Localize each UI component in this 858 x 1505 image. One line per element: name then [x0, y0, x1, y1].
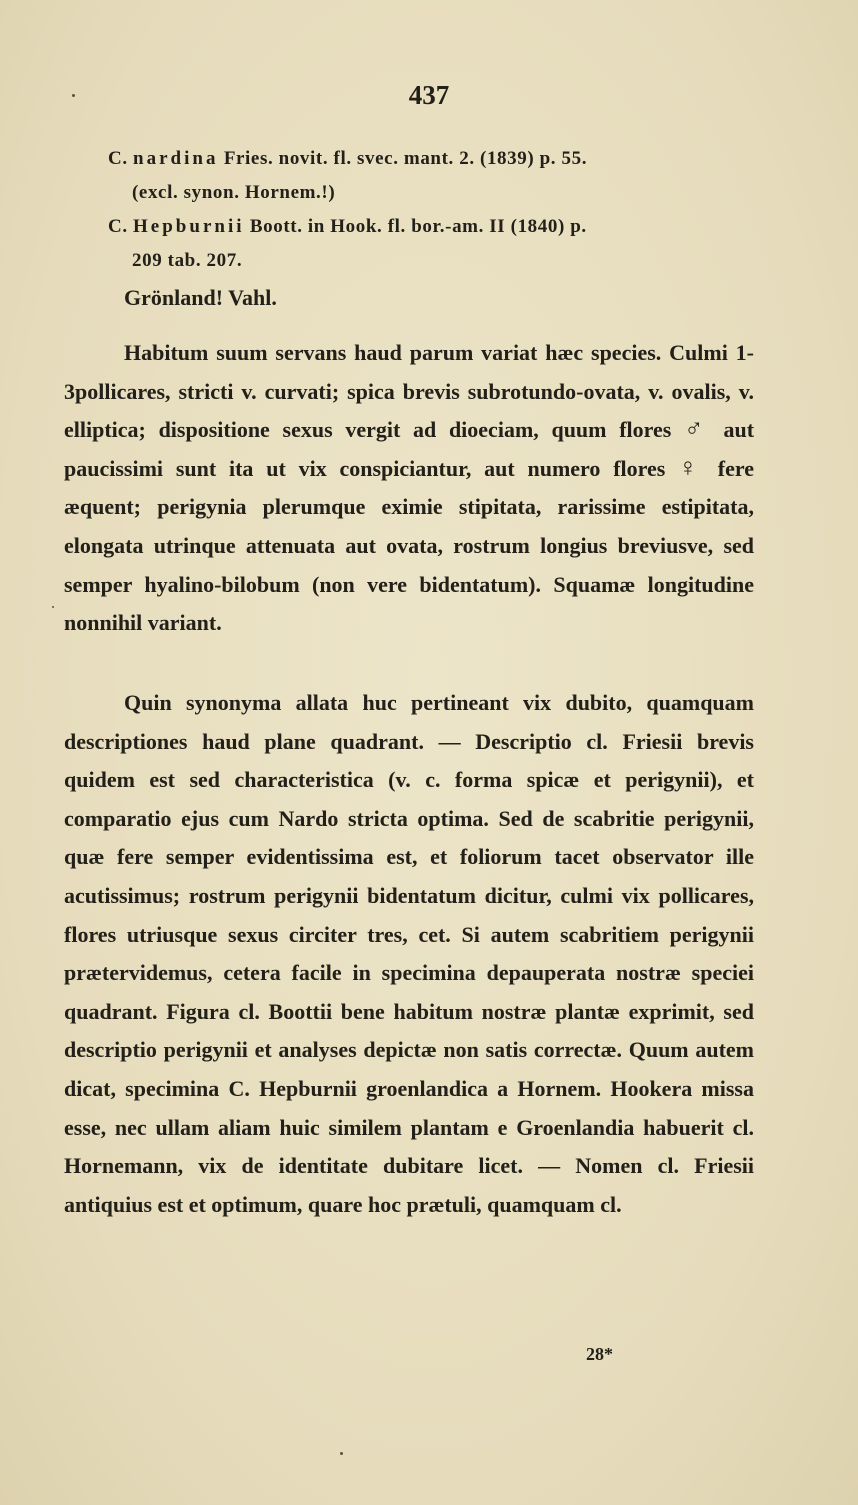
paper-speck — [52, 606, 54, 608]
male-symbol: ♂ — [684, 414, 711, 444]
synonym-citation-continued: (excl. synon. Hornem.!) — [132, 182, 336, 203]
synonym-entry-nardina — [108, 142, 768, 210]
paragraph-text-part: fere æquent; perigynia plerumque eximie stipitata, rarissime estipitata, elongata utrinque attenuata aut ovata, rostrum longius breviusve, sed semper hyalino-bilobum (non vere bidentatum). Squamæ longitudine nonnihil variant. — [64, 455, 755, 636]
locality-line: Grönland! Vahl. — [124, 285, 277, 310]
synonym-citation: Boott. in Hook. fl. bor.-am. II (1840) p. — [249, 216, 587, 237]
paragraph-text-part: Habitum suum servans haud parum variat hæc species. Culmi 1-3pollicares, stricti v. curvati; spica brevis subrotundo-ovata, v. ovalis, v. elliptica; dispositione sexus vergit ad dioeciam, quum flores — [64, 340, 754, 443]
female-symbol: ♀ — [678, 452, 705, 482]
printer-signature: 28* — [586, 1344, 613, 1364]
synonym-genus: C. — [108, 148, 128, 169]
synonym-entry-hepburnii — [108, 210, 768, 278]
synonym-species: nardina — [133, 148, 219, 169]
synonym-genus: C. — [108, 216, 128, 237]
synonym-citation-continued: 209 tab. 207. — [132, 250, 243, 271]
paper-speck — [72, 94, 75, 97]
synonym-citation: Fries. novit. fl. svec. mant. 2. (1839) p. 55. — [223, 148, 588, 169]
page-number: 437 — [408, 80, 450, 110]
synonym-species: Hepburnii — [133, 216, 245, 237]
paragraph-text-part: aut paucissimi sunt ita ut vix conspiciantur, aut numero flores — [64, 417, 755, 481]
paper-speck — [340, 1452, 343, 1455]
paragraph-synonymy-discussion: Quin synonyma allata huc pertineant vix dubito, quamquam descriptiones haud plane quadrant. — Descriptio cl. Friesii brevis quidem est sed characteristica (v. c. forma spicæ et perigynii), et comparatio ejus cum Nardo stricta optima. Sed de scabritie perigynii, quæ fere semper evidentissima est, et foliorum tacet observator ille acutissimus; rostrum perigynii bidentatum dicitur, culmi vix pollicares, flores utriusque sexus circiter tres, cet. Si autem scabritiem perigynii prætervidemus, cetera facile in specimina depauperata nostræ speciei quadrant. Figura cl. Boottii bene habitum nostræ plantæ exprimit, sed descriptio perigynii et analyses depictæ non satis correctæ. Quum autem dicat, specimina C. Hepburnii groenlandica a Hornem. Hookera missa esse, nec ullam aliam huic similem plantam e Groenlandia habuerit cl. Hornemann, vix de identitate dubitare licet. — Nomen cl. Friesii antiquius est et optimum, quare hoc prætuli, quamquam cl. — [64, 690, 754, 1217]
paragraph-description — [64, 334, 754, 643]
